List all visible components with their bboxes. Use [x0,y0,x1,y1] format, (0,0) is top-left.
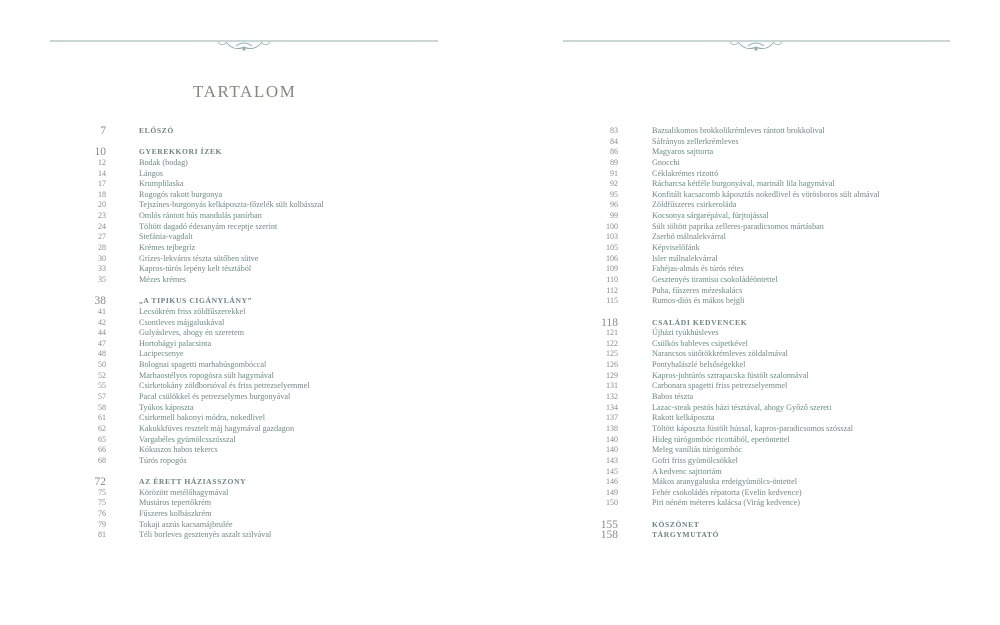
toc-entry [0,254,1000,265]
toc-entry [0,467,1000,478]
page-number: 12 [98,157,106,167]
recipe-title: Fűszeres kolbászkrém [139,509,212,519]
recipe-title: Téli borleves gesztenyés aszalt szilvával [139,530,272,540]
page-number: 122 [606,338,618,348]
section-title: „A TIPIKUS CIGÁNYLÁNY” [139,296,253,306]
page-number: 79 [98,519,106,529]
recipe-title: Krumplilaska [139,179,184,189]
right-page-ornament [563,38,950,54]
recipe-title: Tejszínes-burgonyás kelkáposzta-főzelék sült kolbásszal [139,200,324,210]
toc-entry [0,435,1000,446]
toc-section-heading [0,520,1000,531]
toc-entry [0,498,1000,509]
toc-entry [0,360,1000,371]
toc-entry [0,200,1000,211]
page-number: 84 [610,136,618,146]
page-number: 145 [606,466,618,476]
page-number: 146 [606,477,618,487]
recipe-title: Isler málnalekvárral [652,253,718,263]
recipe-title: Fehér csokoládés répatorta (Evelin kedvence) [652,487,802,497]
left-page-ornament [50,38,438,54]
recipe-title: Rácharcsa kétféle burgonyával, marinált lila hagymával [652,179,835,189]
page-number: 27 [98,232,106,242]
toc-entry [0,328,1000,339]
recipe-title: Kapros-túrós lepény kelt tésztából [139,264,252,274]
section-title: GYEREKKORI ÍZEK [139,147,223,157]
page-number: 100 [606,221,618,231]
page-number: 76 [98,509,106,519]
page-number: 125 [606,349,618,359]
toc-entry [0,126,1000,137]
page-number: 150 [606,498,618,508]
recipe-title: Pontyhalászlé belsőségekkel [652,360,746,370]
page-number: 149 [606,487,618,497]
toc-entry [0,371,1000,382]
page-number: 62 [98,423,106,433]
toc-gap [0,509,1000,520]
page-number: 58 [98,402,106,412]
page-number: 91 [610,168,618,178]
recipe-title: Lángos [139,168,164,178]
page-number: 83 [610,126,618,135]
toc-gap [0,307,1000,318]
page-number: 118 [601,316,618,329]
recipe-title: Puha, fűszeres mézeskalács [652,285,743,295]
page-number: 106 [606,253,618,263]
page-number: 140 [606,434,618,444]
page-number: 65 [98,434,106,444]
recipe-title: Mézes krémes [139,274,187,284]
recipe-title: Rakott kelkáposzta [652,413,715,423]
recipe-title: Rumos-diós és mákos bejgli [652,296,745,306]
recipe-title: Kocsonya sárgarépával, fürjtojással [652,211,769,221]
page-number: 131 [606,381,618,391]
recipe-title: Sáfrányos zellerkrémleves [652,136,739,146]
page-number: 86 [610,147,618,157]
recipe-title: Vargabéles gyümölcsszósszal [139,434,236,444]
toc-section-heading [0,530,1000,541]
recipe-title: Grízes-lekváros tészta sütőben sütve [139,253,259,263]
page-number: 92 [610,179,618,189]
toc-entry [0,222,1000,233]
recipe-title: Hortobágyi palacsinta [139,338,212,348]
recipe-title: Gesztenyés tiramisu csokoládéöntettel [652,274,778,284]
recipe-title: Rogogós rakott burgonya [139,189,223,199]
recipe-title: Gulyásleves, ahogy én szeretem [139,328,245,338]
toc-right-column [0,126,1000,541]
page-number: 52 [98,370,106,380]
recipe-title: Mákos aranygaluska erdeigyümölcs-öntettel [652,477,798,487]
recipe-title: Céklakrémes rizottó [652,168,719,178]
recipe-title: Zserbó málnalekvárral [652,232,726,242]
page-number: 57 [98,392,106,402]
page-number: 50 [98,360,106,370]
recipe-title: Gofri friss gyümölcsökkel [652,455,738,465]
recipe-title: Töltött dagadó édesanyám receptje szerint [139,221,278,231]
page-number: 47 [98,338,106,348]
toc-entry [0,243,1000,254]
recipe-title: Lazac-steak pestós házi tésztával, ahogy Győző szereti [652,402,832,412]
recipe-title: Lacipecsenye [139,349,184,359]
page-number: 33 [98,264,106,274]
page-number: 140 [606,445,618,455]
page-number: 134 [606,402,618,412]
recipe-title: Fahéjas-almás és túrós rétes [652,264,744,274]
page-number: 72 [94,476,106,489]
page-number: 18 [98,189,106,199]
toc-entry [0,349,1000,360]
toc-entry [0,477,1000,488]
toc-entry [0,296,1000,307]
page-number: 137 [606,413,618,423]
recipe-title: Carbonara spagetti friss petrezselyemmel [652,381,788,391]
page-number: 55 [98,381,106,391]
recipe-title: Tokaji aszús kacsamájbrulée [139,519,233,529]
recipe-title: Csontleves májgaluskával [139,317,225,327]
recipe-title: Gnocchi [652,157,680,167]
page-number: 81 [98,530,106,540]
recipe-title: Kókuszos habos tekercs [139,445,218,455]
recipe-title: Bazsalikomos brokkolikrémleves rántott brokkolival [652,126,825,135]
recipe-title: Tyúkos káposzta [139,402,194,412]
toc-entry [0,445,1000,456]
recipe-title: Omlós rántott hús mandulás panírban [139,211,262,221]
page-number: 30 [98,253,106,263]
recipe-title: Bodak (bodag) [139,157,188,167]
page-number: 115 [606,296,618,306]
toc-entry [0,264,1000,275]
recipe-title: Stefánia-vagdalt [139,232,193,242]
page-number: 121 [606,328,618,338]
page-number: 105 [606,243,618,253]
recipe-title: Babos tészta [652,392,694,402]
page-number: 41 [98,306,106,316]
page-number: 143 [606,455,618,465]
page-number: 20 [98,200,106,210]
toc-entry [0,211,1000,222]
page-number: 61 [98,413,106,423]
recipe-title: Sült töltött paprika zelleres-paradicsomos mártásban [652,221,824,231]
page-number: 14 [98,168,106,178]
page-number: 44 [98,328,106,338]
page-number: 28 [98,243,106,253]
recipe-title: Körözött metélőhagymával [139,487,229,497]
page-number: 38 [94,295,106,308]
page-number: 89 [610,157,618,167]
recipe-title: Magyaros sajttorta [652,147,714,157]
toc-entry [0,232,1000,243]
recipe-title: Marhaostélyos ropogósra sült hagymával [139,370,274,380]
toc-entry [0,381,1000,392]
recipe-title: Hideg túrógombóc ricottából, eperöntettel [652,434,790,444]
page-number: 109 [606,264,618,274]
page-number: 68 [98,455,106,465]
toc-entry [0,424,1000,435]
recipe-title: Meleg vaníliás túrógombóc [652,445,743,455]
toc-entry [0,286,1000,297]
recipe-title: Csülkös bableves csipetkével [652,338,748,348]
recipe-title: Krémes tejbegríz [139,243,196,253]
recipe-title: Csirketokány zöldborsóval és friss petrezselyemmel [139,381,310,391]
page-number: 66 [98,445,106,455]
page-number: 129 [606,370,618,380]
page-number: 103 [606,232,618,242]
toc-entry [0,179,1000,190]
page-number: 24 [98,221,106,231]
recipe-title: Lecsókrém friss zöldfűszerekkel [139,306,246,316]
toc-entry [0,392,1000,403]
page-number: 10 [94,146,106,159]
page-number: 126 [606,360,618,370]
page-title: TARTALOM [193,82,297,101]
recipe-title: Mustáros tepertőkrém [139,498,212,508]
page-number: 132 [606,392,618,402]
section-title: KÖSZÖNET [652,519,700,529]
page-number: 35 [98,274,106,284]
toc-entry [0,456,1000,467]
page-number: 95 [610,189,618,199]
recipe-title: Túrós ropogós [139,455,187,465]
page-number: 99 [610,211,618,221]
recipe-title: Csirkemell bakonyi módra, nokedlivel [139,413,265,423]
toc-entry [0,169,1000,180]
page-number: 42 [98,317,106,327]
toc-entry [0,137,1000,148]
section-title: ELŐSZÓ [139,126,174,135]
page-number: 155 [600,518,618,531]
section-title: TÁRGYMUTATÓ [652,530,720,540]
page-number: 23 [98,211,106,221]
recipe-title: Kakukkfüves resztelt máj hagymával gazdagon [139,423,295,433]
toc-entry [0,275,1000,286]
recipe-title: Kapros-juhtúrós sztrapacska füstölt szalonnával [652,370,809,380]
page-number: 158 [600,529,618,542]
page-number: 96 [610,200,618,210]
toc-entry [0,147,1000,158]
page-number: 75 [98,487,106,497]
recipe-title: A kedvenc sajttortám [652,466,722,476]
toc-entry [0,413,1000,424]
recipe-title: Újházi tyúkhúsleves [652,328,719,338]
section-title: AZ ÉRETT HÁZIASSZONY [139,477,247,487]
recipe-title: Képviselőfánk [652,243,700,253]
section-title: CSALÁDI KEDVENCEK [652,317,748,327]
recipe-title: Konfitált kacsacomb káposztás nokedlivel és vörösboros sült almával [652,189,880,199]
page-number: 7 [100,125,106,137]
toc-entry [0,190,1000,201]
recipe-title: Narancsos sütőtökkrémleves zöldalmával [652,349,788,359]
toc-entry [0,158,1000,169]
page-number: 112 [606,285,618,295]
recipe-title: Bolognai spagetti marhahúsgombóccal [139,360,267,370]
page-number: 138 [606,423,618,433]
page-number: 75 [98,498,106,508]
recipe-title: Pacal csülökkel és petrezselymes burgonyával [139,392,291,402]
page-number: 17 [98,179,106,189]
toc-entry [0,339,1000,350]
recipe-title: Töltött káposzta füstölt hússal, kapros-paradicsomos szósszal [652,423,854,433]
toc-entry [0,403,1000,414]
page-number: 48 [98,349,106,359]
toc-entry [0,488,1000,499]
page-number: 110 [606,274,618,284]
recipe-title: Piri néném méteres kalácsa (Virág kedvence) [652,498,800,508]
recipe-title: Zöldfűszeres csirkeroláda [652,200,737,210]
toc-section-heading [0,318,1000,329]
